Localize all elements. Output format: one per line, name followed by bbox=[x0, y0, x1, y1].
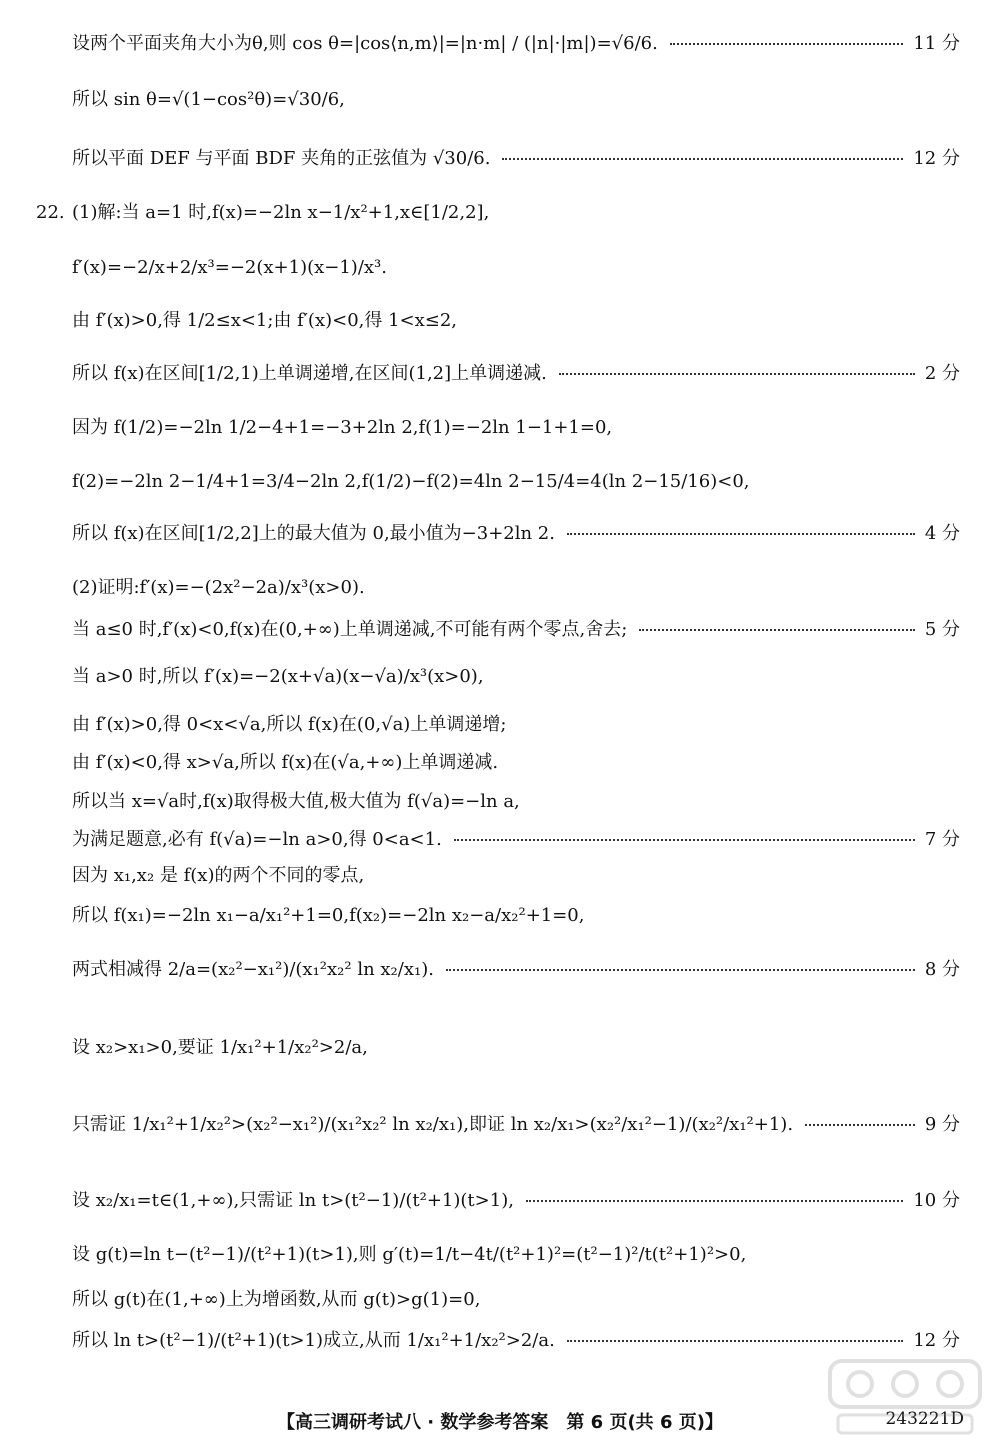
dot-leader bbox=[559, 373, 915, 375]
answer-line: 由 f′(x)>0,得 0<x<√a,所以 f(x)在(0,√a)上单调递增; bbox=[72, 714, 507, 735]
score-label: 12 分 bbox=[913, 1330, 960, 1351]
answer-line: 为满足题意,必有 f(√a)=−ln a>0,得 0<a<1. 7 分 bbox=[72, 829, 960, 850]
page-footer: 【高三调研考试八 · 数学参考答案 第 6 页(共 6 页)】 bbox=[277, 1412, 723, 1433]
dot-leader bbox=[567, 1340, 904, 1342]
answer-line: 所以 g(t)在(1,+∞)上为增函数,从而 g(t)>g(1)=0, bbox=[72, 1289, 481, 1310]
score-label: 11 分 bbox=[913, 33, 960, 54]
answer-line: 设 x₂>x₁>0,要证 1/x₁²+1/x₂²>2/a, bbox=[72, 1037, 368, 1058]
answer-line: 设 g(t)=ln t−(t²−1)/(t²+1)(t>1),则 g′(t)=1/t−4t/(t²+1)²=(t²−1)²/t(t²+1)²>0, bbox=[72, 1244, 747, 1265]
answer-line: 所以 f(x)在区间[1/2,1)上单调递增,在区间(1,2]上单调递减. 2 分 bbox=[72, 363, 960, 384]
answer-line: 所以当 x=√a时,f(x)取得极大值,极大值为 f(√a)=−ln a, bbox=[72, 791, 520, 812]
dot-leader bbox=[567, 533, 915, 535]
answer-line: 由 f′(x)<0,得 x>√a,所以 f(x)在(√a,+∞)上单调递减. bbox=[72, 752, 499, 773]
answer-line: 设 x₂/x₁=t∈(1,+∞),只需证 ln t>(t²−1)/(t²+1)(t>1), 10 分 bbox=[72, 1190, 960, 1211]
answer-line: 所以 f(x)在区间[1/2,2]上的最大值为 0,最小值为−3+2ln 2. 4 分 bbox=[72, 523, 960, 544]
score-label: 8 分 bbox=[924, 959, 960, 980]
question-number: 22. bbox=[36, 202, 65, 223]
answer-line: 当 a>0 时,所以 f′(x)=−2(x+√a)(x−√a)/x³(x>0), bbox=[72, 666, 484, 687]
document-code: 243221D bbox=[885, 1409, 964, 1429]
answer-line: 所以 sin θ=√(1−cos²θ)=√30/6, bbox=[72, 89, 345, 110]
dot-leader bbox=[446, 969, 915, 971]
answer-line: (2)证明:f′(x)=−(2x²−2a)/x³(x>0). bbox=[72, 577, 365, 598]
score-label: 5 分 bbox=[924, 619, 960, 640]
answer-line: 所以 ln t>(t²−1)/(t²+1)(t>1)成立,从而 1/x₁²+1/x₂²>2/a. 12 分 bbox=[72, 1330, 960, 1351]
answer-line: f(2)=−2ln 2−1/4+1=3/4−2ln 2,f(1/2)−f(2)=4ln 2−15/4=4(ln 2−15/16)<0, bbox=[72, 471, 750, 492]
answer-line: (1)解:当 a=1 时,f(x)=−2ln x−1/x²+1,x∈[1/2,2], bbox=[72, 202, 490, 223]
dot-leader bbox=[502, 158, 903, 160]
score-label: 10 分 bbox=[913, 1190, 960, 1211]
score-label: 2 分 bbox=[924, 363, 960, 384]
answer-line: 因为 x₁,x₂ 是 f(x)的两个不同的零点, bbox=[72, 865, 365, 886]
answer-line: 所以 f(x₁)=−2ln x₁−a/x₁²+1=0,f(x₂)=−2ln x₂−a/x₂²+1=0, bbox=[72, 905, 585, 926]
score-label: 4 分 bbox=[924, 523, 960, 544]
answer-line: 只需证 1/x₁²+1/x₂²>(x₂²−x₁²)/(x₁²x₂² ln x₂/x₁),即证 ln x₂/x₁>(x₂²/x₁²−1)/(x₂²/x₁²+1). 9 分 bbox=[72, 1114, 960, 1135]
watermark-logo bbox=[820, 1353, 990, 1443]
dot-leader bbox=[639, 629, 915, 631]
answer-line: 设两个平面夹角大小为θ,则 cos θ=|cos⟨n,m⟩|=|n·m| / (|n|·|m|)=√6/6. 11 分 bbox=[72, 33, 960, 54]
score-label: 9 分 bbox=[924, 1114, 960, 1135]
answer-line: 由 f′(x)>0,得 1/2≤x<1;由 f′(x)<0,得 1<x≤2, bbox=[72, 310, 458, 331]
dot-leader bbox=[526, 1200, 903, 1202]
dot-leader bbox=[454, 839, 915, 841]
score-label: 12 分 bbox=[913, 148, 960, 169]
dot-leader bbox=[670, 43, 904, 45]
answer-line: 所以平面 DEF 与平面 BDF 夹角的正弦值为 √30/6. 12 分 bbox=[72, 148, 960, 169]
answer-line: f′(x)=−2/x+2/x³=−2(x+1)(x−1)/x³. bbox=[72, 257, 387, 278]
answer-line: 因为 f(1/2)=−2ln 1/2−4+1=−3+2ln 2,f(1)=−2ln 1−1+1=0, bbox=[72, 417, 613, 438]
answer-line: 当 a≤0 时,f′(x)<0,f(x)在(0,+∞)上单调递减,不可能有两个零点,舍去; 5 分 bbox=[72, 619, 960, 640]
dot-leader bbox=[805, 1124, 915, 1126]
score-label: 7 分 bbox=[924, 829, 960, 850]
answer-line: 两式相减得 2/a=(x₂²−x₁²)/(x₁²x₂² ln x₂/x₁). 8 分 bbox=[72, 959, 960, 980]
